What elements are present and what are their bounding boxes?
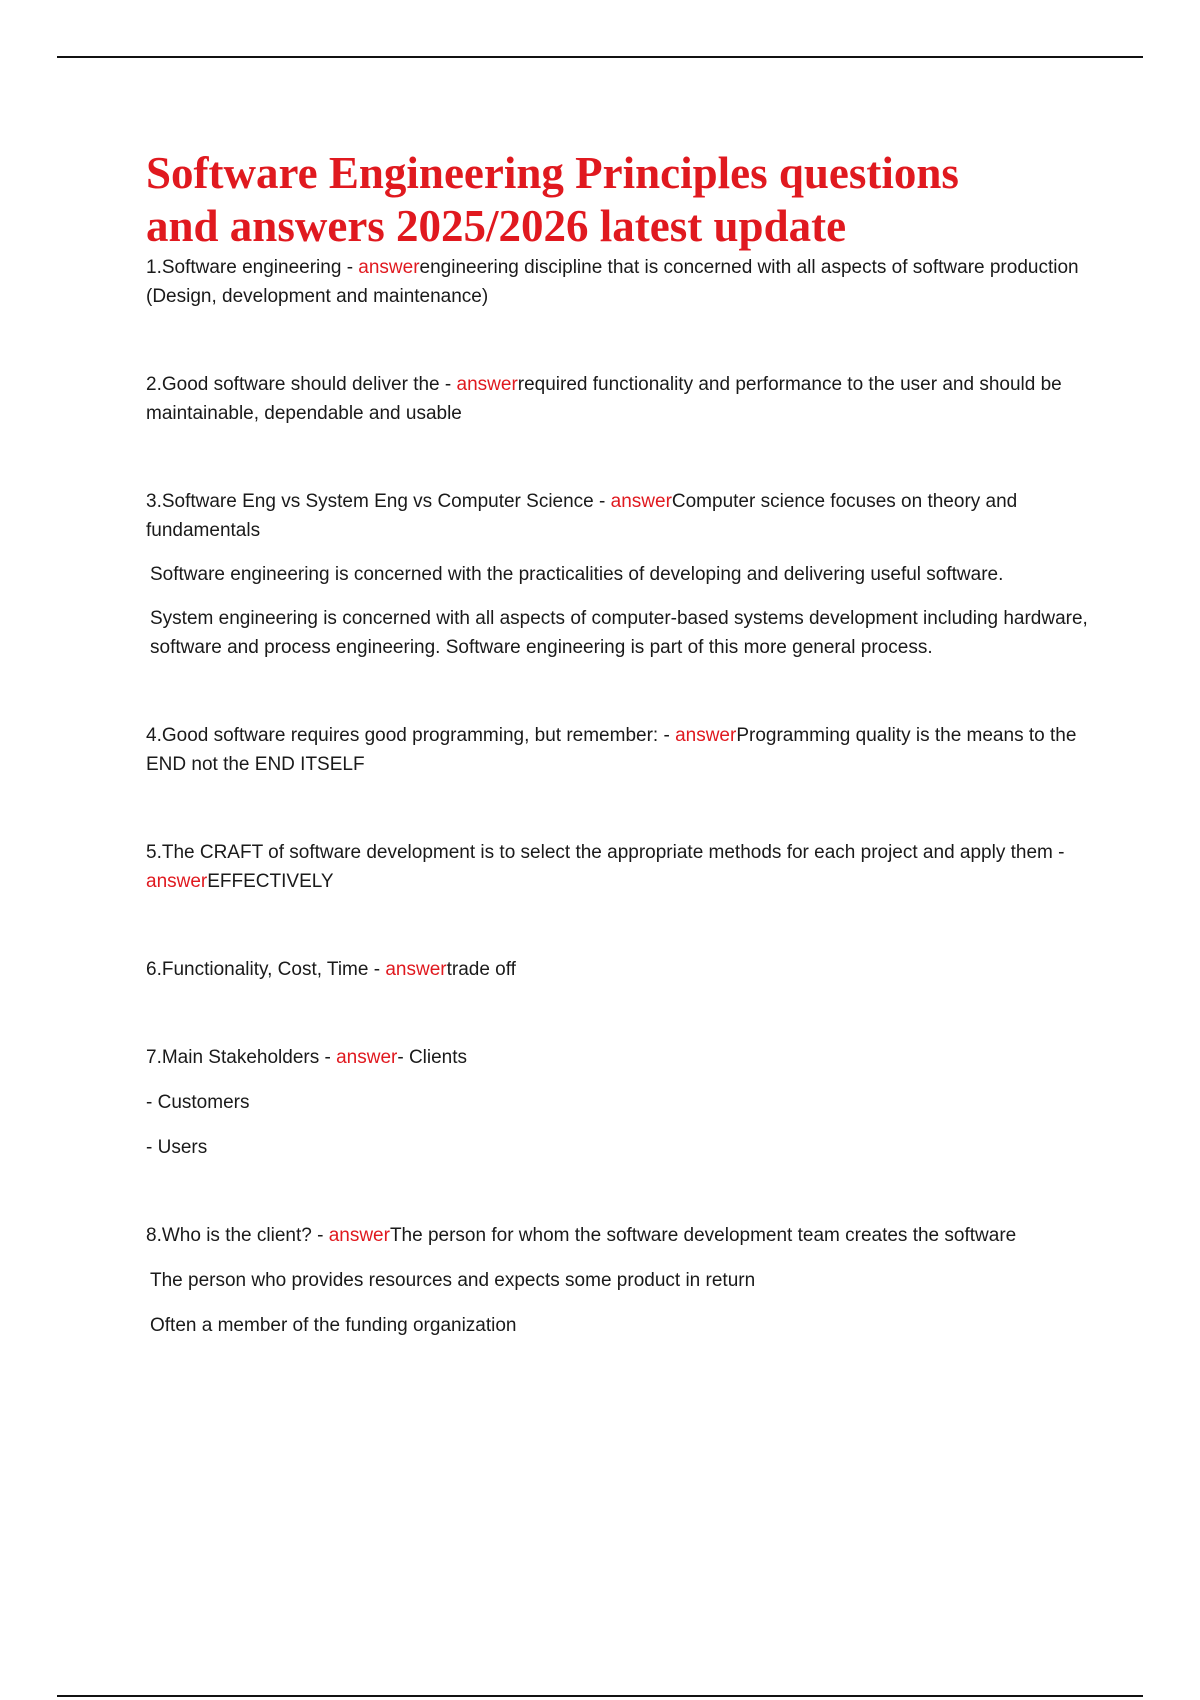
answer-5: EFFECTIVELY: [207, 871, 334, 892]
question-1: 1.Software engineering -: [146, 257, 359, 278]
question-5: 5.The CRAFT of software development is to select the appropriate methods for each project and apply them -: [146, 842, 1065, 863]
answer-4: Programming quality is the means to the END not the END ITSELF: [146, 725, 1077, 775]
top-rule: [57, 56, 1143, 58]
answer-marker: answer: [456, 374, 518, 395]
qa-item-6: [146, 955, 1096, 984]
answer-7: - Clients: [397, 1047, 468, 1068]
answer-8-extra-1: The person who provides resources and expects some product in return: [150, 1270, 756, 1291]
answer-3-extra-2: System engineering is concerned with all aspects of computer-based systems development including hardware, software and process engineering. Software engineering is part of this more general process.: [150, 608, 1088, 658]
question-8: 8.Who is the client? -: [146, 1225, 329, 1246]
document-page: [146, 147, 1096, 1340]
answer-2: required functionality and performance to the user and should be maintainable, dependable and usable: [146, 374, 1062, 424]
title-line-1: Software Engineering Principles questions: [146, 148, 959, 198]
answer-1: engineering discipline that is concerned with all aspects of software production (Design, development and maintenance): [146, 257, 1079, 307]
answer-marker: answer: [385, 959, 447, 980]
answer-7-extra-2: - Users: [146, 1137, 208, 1158]
answer-7-extra-1: - Customers: [146, 1092, 250, 1113]
answer-6: trade off: [446, 959, 516, 980]
question-4: 4.Good software requires good programming, but remember: -: [146, 725, 676, 746]
answer-marker: answer: [146, 871, 208, 892]
answer-3: Computer science focuses on theory and fundamentals: [146, 491, 1018, 541]
answer-marker: answer: [610, 491, 672, 512]
question-2: 2.Good software should deliver the -: [146, 374, 457, 395]
qa-item-4: [146, 721, 1096, 779]
qa-item-2: [146, 370, 1096, 428]
document-title: [146, 147, 1096, 253]
answer-marker: answer: [675, 725, 737, 746]
qa-item-5: [146, 838, 1096, 896]
question-3: 3.Software Eng vs System Eng vs Computer Science -: [146, 491, 611, 512]
answer-8-extra-2: Often a member of the funding organization: [150, 1315, 517, 1336]
qa-item-8: [146, 1221, 1096, 1340]
answer-8: The person for whom the software development team creates the software: [389, 1225, 1017, 1246]
title-line-2: and answers 2025/2026 latest update: [146, 201, 847, 251]
question-7: 7.Main Stakeholders -: [146, 1047, 337, 1068]
qa-item-7: [146, 1043, 1096, 1162]
answer-marker: answer: [358, 257, 420, 278]
bottom-rule: [57, 1695, 1143, 1697]
answer-marker: answer: [336, 1047, 398, 1068]
answer-3-extra-1: Software engineering is concerned with the practicalities of developing and delivering useful software.: [150, 564, 1004, 585]
qa-item-3: [146, 487, 1096, 662]
qa-item-1: [146, 253, 1096, 311]
question-6: 6.Functionality, Cost, Time -: [146, 959, 386, 980]
answer-marker: answer: [328, 1225, 390, 1246]
